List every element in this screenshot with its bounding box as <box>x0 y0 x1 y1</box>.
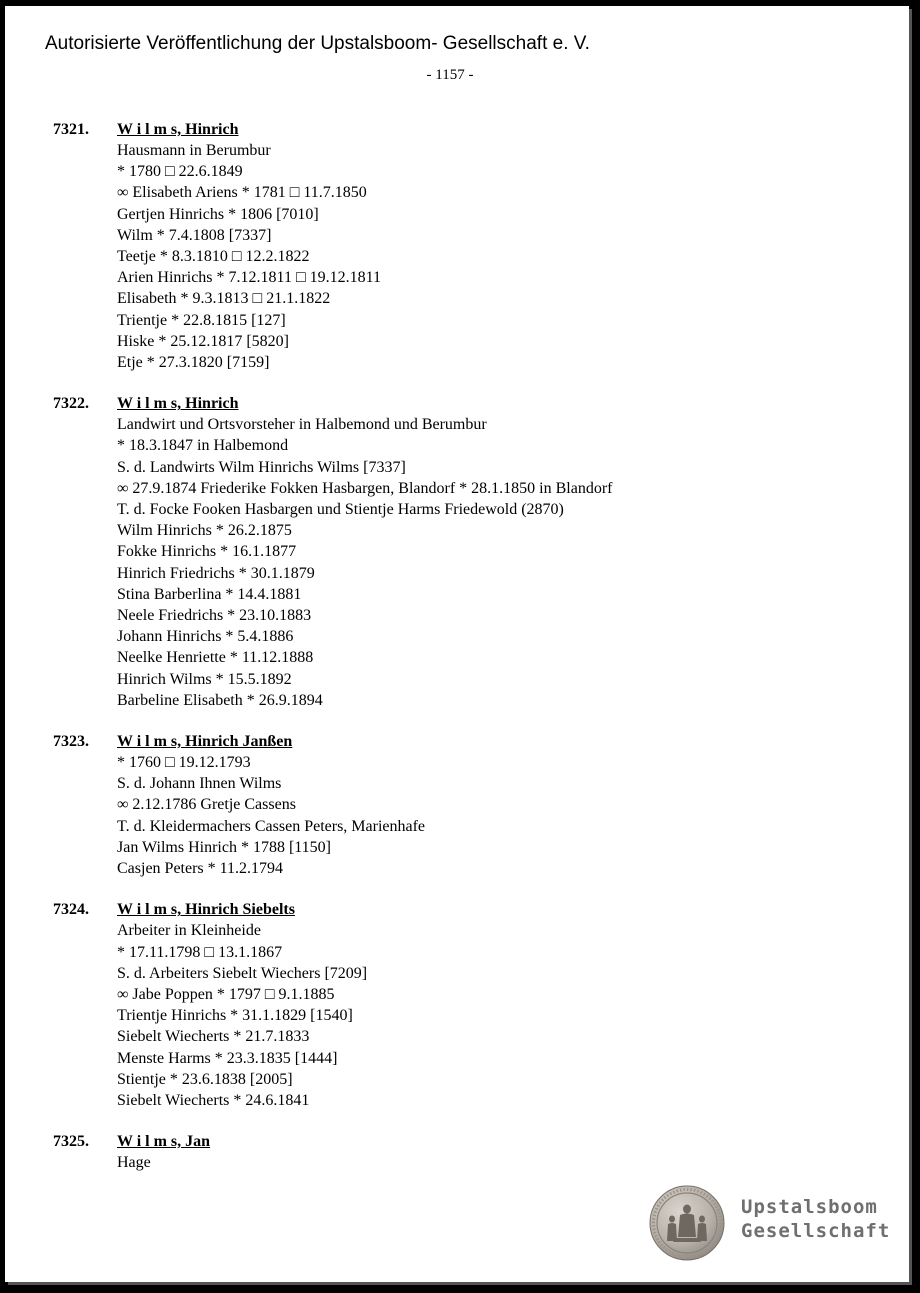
entry-name: W i l m s, Hinrich Janßen <box>117 733 293 751</box>
entry-line: Wilm Hinrichs * 26.2.1875 <box>117 522 292 540</box>
document-page <box>5 6 909 1282</box>
entry-line: Elisabeth * 9.3.1813 □ 21.1.1822 <box>117 290 331 308</box>
society-logo <box>649 1185 894 1261</box>
entry-line: Arien Hinrichs * 7.12.1811 □ 19.12.1811 <box>117 269 382 287</box>
entry-line: Hausmann in Berumbur <box>117 142 271 159</box>
entry-body <box>117 731 883 879</box>
entry-line: Gertjen Hinrichs * 1806 [7010] <box>117 205 319 223</box>
entry-name: W i l m s, Hinrich Siebelts <box>117 901 295 919</box>
entry-name: W i l m s, Hinrich <box>117 121 239 138</box>
genealogy-entry <box>53 393 883 711</box>
entry-line: Neelke Henriette * 11.12.1888 <box>117 649 314 667</box>
entry-line: Siebelt Wiecherts * 24.6.1841 <box>117 1091 310 1109</box>
entry-line: Barbeline Elisabeth * 26.9.1894 <box>117 691 323 709</box>
entry-body <box>117 1131 883 1173</box>
entry-line: ∞ Elisabeth Ariens * 1781 □ 11.7.1850 <box>117 184 367 202</box>
entry-line: S. d. Arbeiters Siebelt Wiechers [7209] <box>117 964 368 982</box>
entry-line: Trientje Hinrichs * 31.1.1829 [1540] <box>117 1007 353 1025</box>
entry-line: ∞ 27.9.1874 Friederike Fokken Hasbargen, Blandorf * 28.1.1850 in Blandorf <box>117 479 613 497</box>
entry-number: 7324. <box>53 901 89 919</box>
entry-line: S. d. Landwirts Wilm Hinrichs Wilms [7337] <box>117 458 406 476</box>
genealogy-entries <box>53 119 883 1193</box>
entry-number: 7321. <box>53 121 89 138</box>
entry-line: Arbeiter in Kleinheide <box>117 922 261 940</box>
publication-header: Autorisierte Veröffentlichung der Upstalsboom- Gesellschaft e. V. <box>45 33 590 54</box>
entry-body <box>117 899 883 1111</box>
page-number: - 1157 - <box>426 67 474 83</box>
entry-body <box>117 119 883 373</box>
genealogy-entry <box>53 119 883 373</box>
entry-line: ∞ 2.12.1786 Gretje Cassens <box>117 796 296 814</box>
logo-wordmark <box>741 1195 890 1243</box>
entry-line: Siebelt Wiecherts * 21.7.1833 <box>117 1028 310 1046</box>
entry-line: Hinrich Wilms * 15.5.1892 <box>117 670 292 688</box>
entry-line: ∞ Jabe Poppen * 1797 □ 9.1.1885 <box>117 985 335 1003</box>
seal-icon <box>649 1185 725 1261</box>
entry-name: W i l m s, Hinrich <box>117 395 239 413</box>
entry-line: Trientje * 22.8.1815 [127] <box>117 311 286 329</box>
entry-line: Casjen Peters * 11.2.1794 <box>117 860 284 878</box>
entry-line: Menste Harms * 23.3.1835 [1444] <box>117 1049 338 1067</box>
entry-line: Stina Barberlina * 14.4.1881 <box>117 585 302 603</box>
entry-body <box>117 393 883 711</box>
entry-line: Teetje * 8.3.1810 □ 12.2.1822 <box>117 248 310 266</box>
entry-number: 7323. <box>53 733 89 751</box>
entry-line: Wilm * 7.4.1808 [7337] <box>117 226 272 244</box>
genealogy-entry <box>53 1131 883 1173</box>
logo-line: Gesellschaft <box>741 1220 891 1242</box>
logo-line: Upstalsboom <box>741 1196 878 1218</box>
entry-line: * 18.3.1847 in Halbemond <box>117 437 289 455</box>
entry-line: T. d. Kleidermachers Cassen Peters, Marienhafe <box>117 817 426 835</box>
entry-line: Etje * 27.3.1820 [7159] <box>117 354 270 372</box>
entry-line: Johann Hinrichs * 5.4.1886 <box>117 628 294 646</box>
entry-line: * 1780 □ 22.6.1849 <box>117 163 243 181</box>
entry-number: 7322. <box>53 395 89 413</box>
entry-line: Landwirt und Ortsvorsteher in Halbemond und Berumbur <box>117 416 487 434</box>
entry-line: Jan Wilms Hinrich * 1788 [1150] <box>117 838 331 856</box>
entry-line: S. d. Johann Ihnen Wilms <box>117 775 282 793</box>
entry-name: W i l m s, Jan <box>117 1133 211 1151</box>
entry-line: T. d. Focke Fooken Hasbargen und Stientje Harms Friedewold (2870) <box>117 501 564 519</box>
entry-line: Hinrich Friedrichs * 30.1.1879 <box>117 564 315 582</box>
entry-line: Stientje * 23.6.1838 [2005] <box>117 1070 293 1088</box>
entry-line: * 1760 □ 19.12.1793 <box>117 754 251 772</box>
entry-line: * 17.11.1798 □ 13.1.1867 <box>117 943 283 961</box>
entry-line: Hiske * 25.12.1817 [5820] <box>117 332 289 350</box>
entry-line: Fokke Hinrichs * 16.1.1877 <box>117 543 297 561</box>
entry-line: Neele Friedrichs * 23.10.1883 <box>117 607 312 625</box>
entry-line: Hage <box>117 1154 151 1172</box>
entry-number: 7325. <box>53 1133 89 1151</box>
genealogy-entry <box>53 731 883 879</box>
genealogy-entry <box>53 899 883 1111</box>
